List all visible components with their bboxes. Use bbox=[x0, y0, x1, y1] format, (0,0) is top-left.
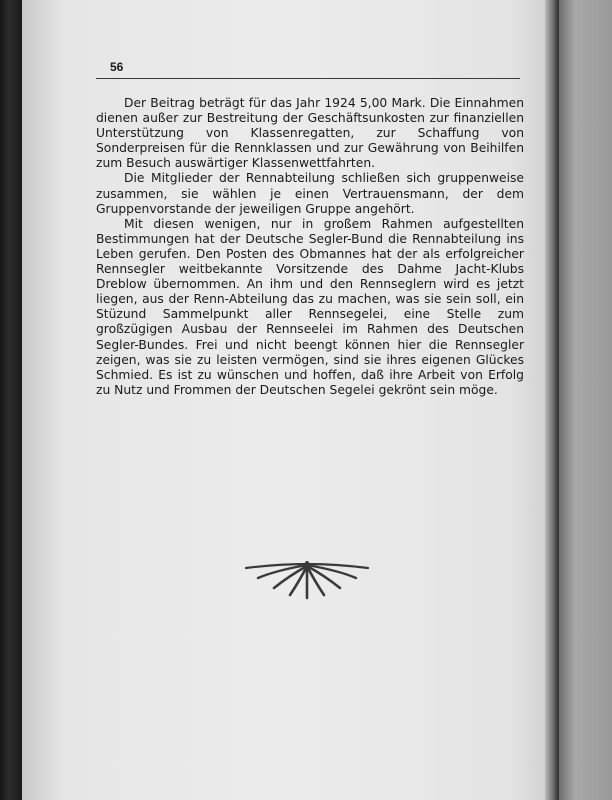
next-page-edge bbox=[559, 0, 612, 800]
paragraph-3: Mit diesen wenigen, nur in großem Rahmen aufgestellten Bestimmungen hat der Deutsche Segler-Bund die Rennabteilung ins Leben gerufen. Den Posten des Obmannes hat der als erfolgreicher Rennsegler weitbekannte Vorsitzende des Dahme Jacht-Klubs Dreblow übernommen. An ihm und den Rennseglern wird es jetzt liegen, aus der Renn-Abteilung das zu machen, was sie sein soll, ein Stüzund Sammelpunkt aller Rennsegelei, eine Stelle zum großzügigen Ausbau der Rennseelei im Rahmen des Deutschen Segler-Bundes. Frei und nicht beengt können hier die Rennsegler zeigen, was sie zu leisten vermögen, sind sie ihres eigenen Glückes Schmied. Es ist zu wünschen und hoffen, daß ihre Arbeit von Erfolg zu Nutz und Frommen der Deutschen Segelei gekrönt sein möge. bbox=[96, 216, 524, 397]
page-gutter bbox=[545, 0, 559, 800]
left-page-edge bbox=[0, 0, 22, 800]
paragraph-1: Der Beitrag beträgt für das Jahr 1924 5,00 Mark. Die Einnahmen dienen außer zur Bestreitung der Geschäftsunkosten zur finanziellen Unterstützung von Klassenregatten, zur Schaffung von Sonderpreisen für die Rennklassen und zur Gewährung von Beihilfen zum Besuch auswärtiger Klassenwettfahrten. bbox=[96, 96, 524, 171]
page-number: 56 bbox=[110, 60, 124, 74]
header-rule bbox=[96, 78, 520, 79]
fan-ornament-icon bbox=[244, 558, 370, 600]
paragraph-2: Die Mitglieder der Rennabteilung schließen sich gruppenweise zusammen, sie wählen je einen Vertrauensmann, der dem Gruppenvorstande der jeweiligen Gruppe angehört. bbox=[96, 171, 524, 216]
page-text bbox=[96, 96, 524, 398]
